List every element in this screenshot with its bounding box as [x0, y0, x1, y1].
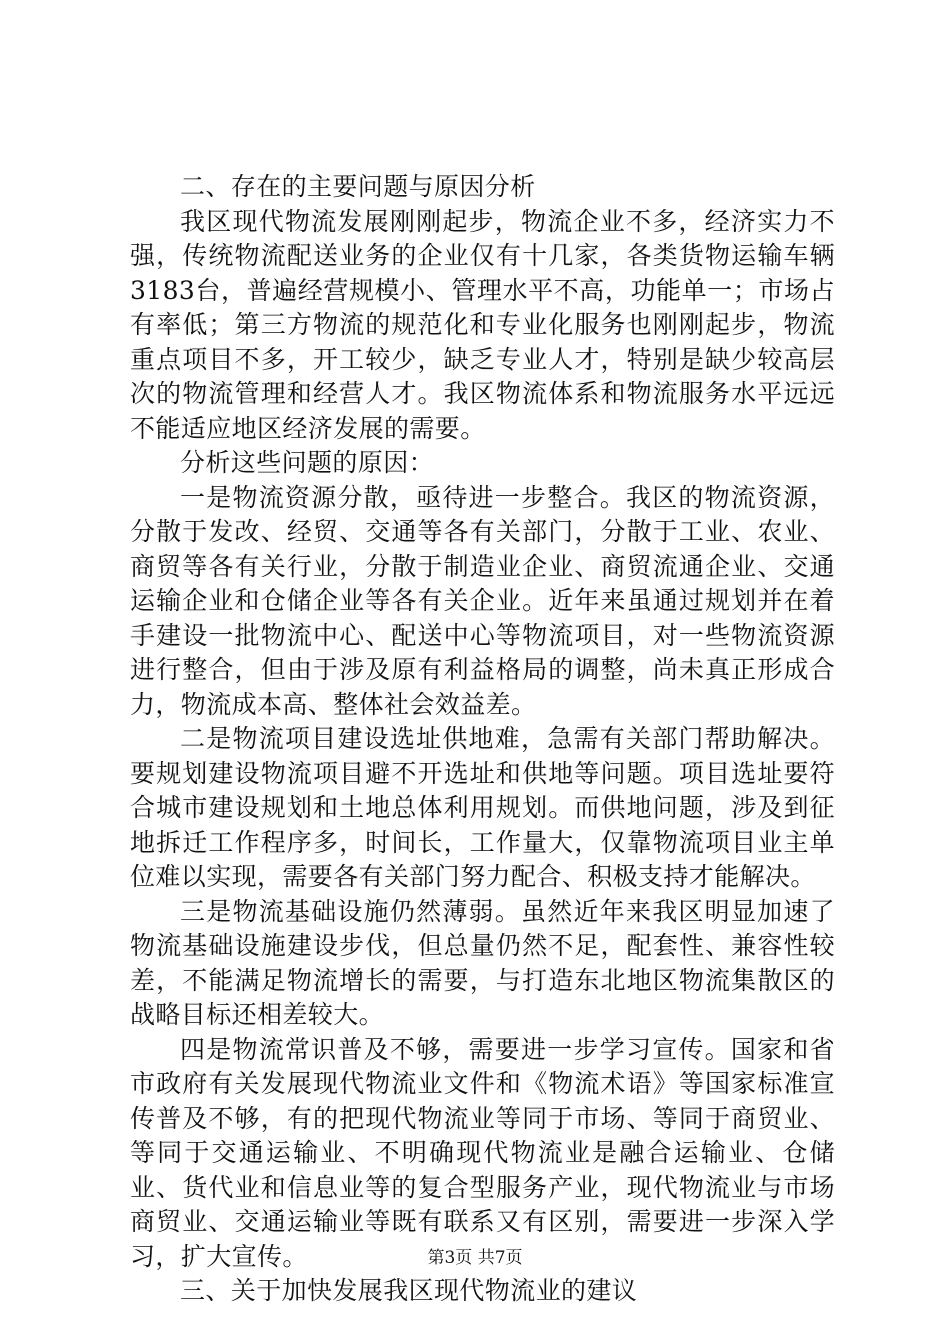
paragraph-reason-four: 四是物流常识普及不够，需要进一步学习宣传。国家和省市政府有关发展现代物流业文件和《物流术语》等国家标准宣传普及不够，有的把现代物流业等同于市场、等同于商贸业、等同于交通运输业、不明确现代物流业是融合运输业、仓储业、货代业和信息业等的复合型服务产业，现代物流业与市场商贸业、交通运输业等既有联系又有区别，需要进一步深入学习，扩大宣传。	[130, 1034, 835, 1271]
paragraph-reason-two: 二是物流项目建设选址供地难，急需有关部门帮助解决。要规划建设物流项目避不开选址和供地等问题。项目选址要符合城市建设规划和土地总体利用规划。而供地问题，涉及到征地拆迁工作程序多，时间长，工作量大，仅靠物流项目业主单位难以实现，需要各有关部门努力配合、积极支持才能解决。	[130, 724, 835, 891]
paragraph-current-status: 我区现代物流发展刚刚起步，物流企业不多，经济实力不强，传统物流配送业务的企业仅有十几家，各类货物运输车辆3183台，普遍经营规模小、管理水平不高，功能单一；市场占有率低；第三方物流的规范化和专业化服务也刚刚起步，物流重点项目不多，开工较少，缺乏专业人才，特别是缺少较高层次的物流管理和经营人才。我区物流体系和物流服务水平远远不能适应地区经济发展的需要。	[130, 206, 835, 443]
paragraph-reason-one: 一是物流资源分散，亟待进一步整合。我区的物流资源，分散于发改、经贸、交通等各有关部门，分散于工业、农业、商贸等各有关行业，分散于制造业企业、商贸流通企业、交通运输企业和仓储企业等各有关企业。近年来虽通过规划并在着手建设一批物流中心、配送中心等物流项目，对一些物流资源进行整合，但由于涉及原有利益格局的调整，尚未真正形成合力，物流成本高、整体社会效益差。	[130, 482, 835, 719]
document-body	[130, 170, 835, 1309]
page-number-footer: 第3页 共7页	[427, 1248, 523, 1268]
section-heading-suggestions: 三、关于加快发展我区现代物流业的建议	[180, 1276, 638, 1305]
paragraph-reason-three: 三是物流基础设施仍然薄弱。虽然近年来我区明显加速了物流基础设施建设步伐，但总量仍然不足，配套性、兼容性较差，不能满足物流增长的需要，与打造东北地区物流集散区的战略目标还相差较大。	[130, 896, 835, 1029]
paragraph-analysis-intro: 分析这些问题的原因：	[180, 448, 435, 477]
section-heading-problems: 二、存在的主要问题与原因分析	[180, 172, 536, 201]
